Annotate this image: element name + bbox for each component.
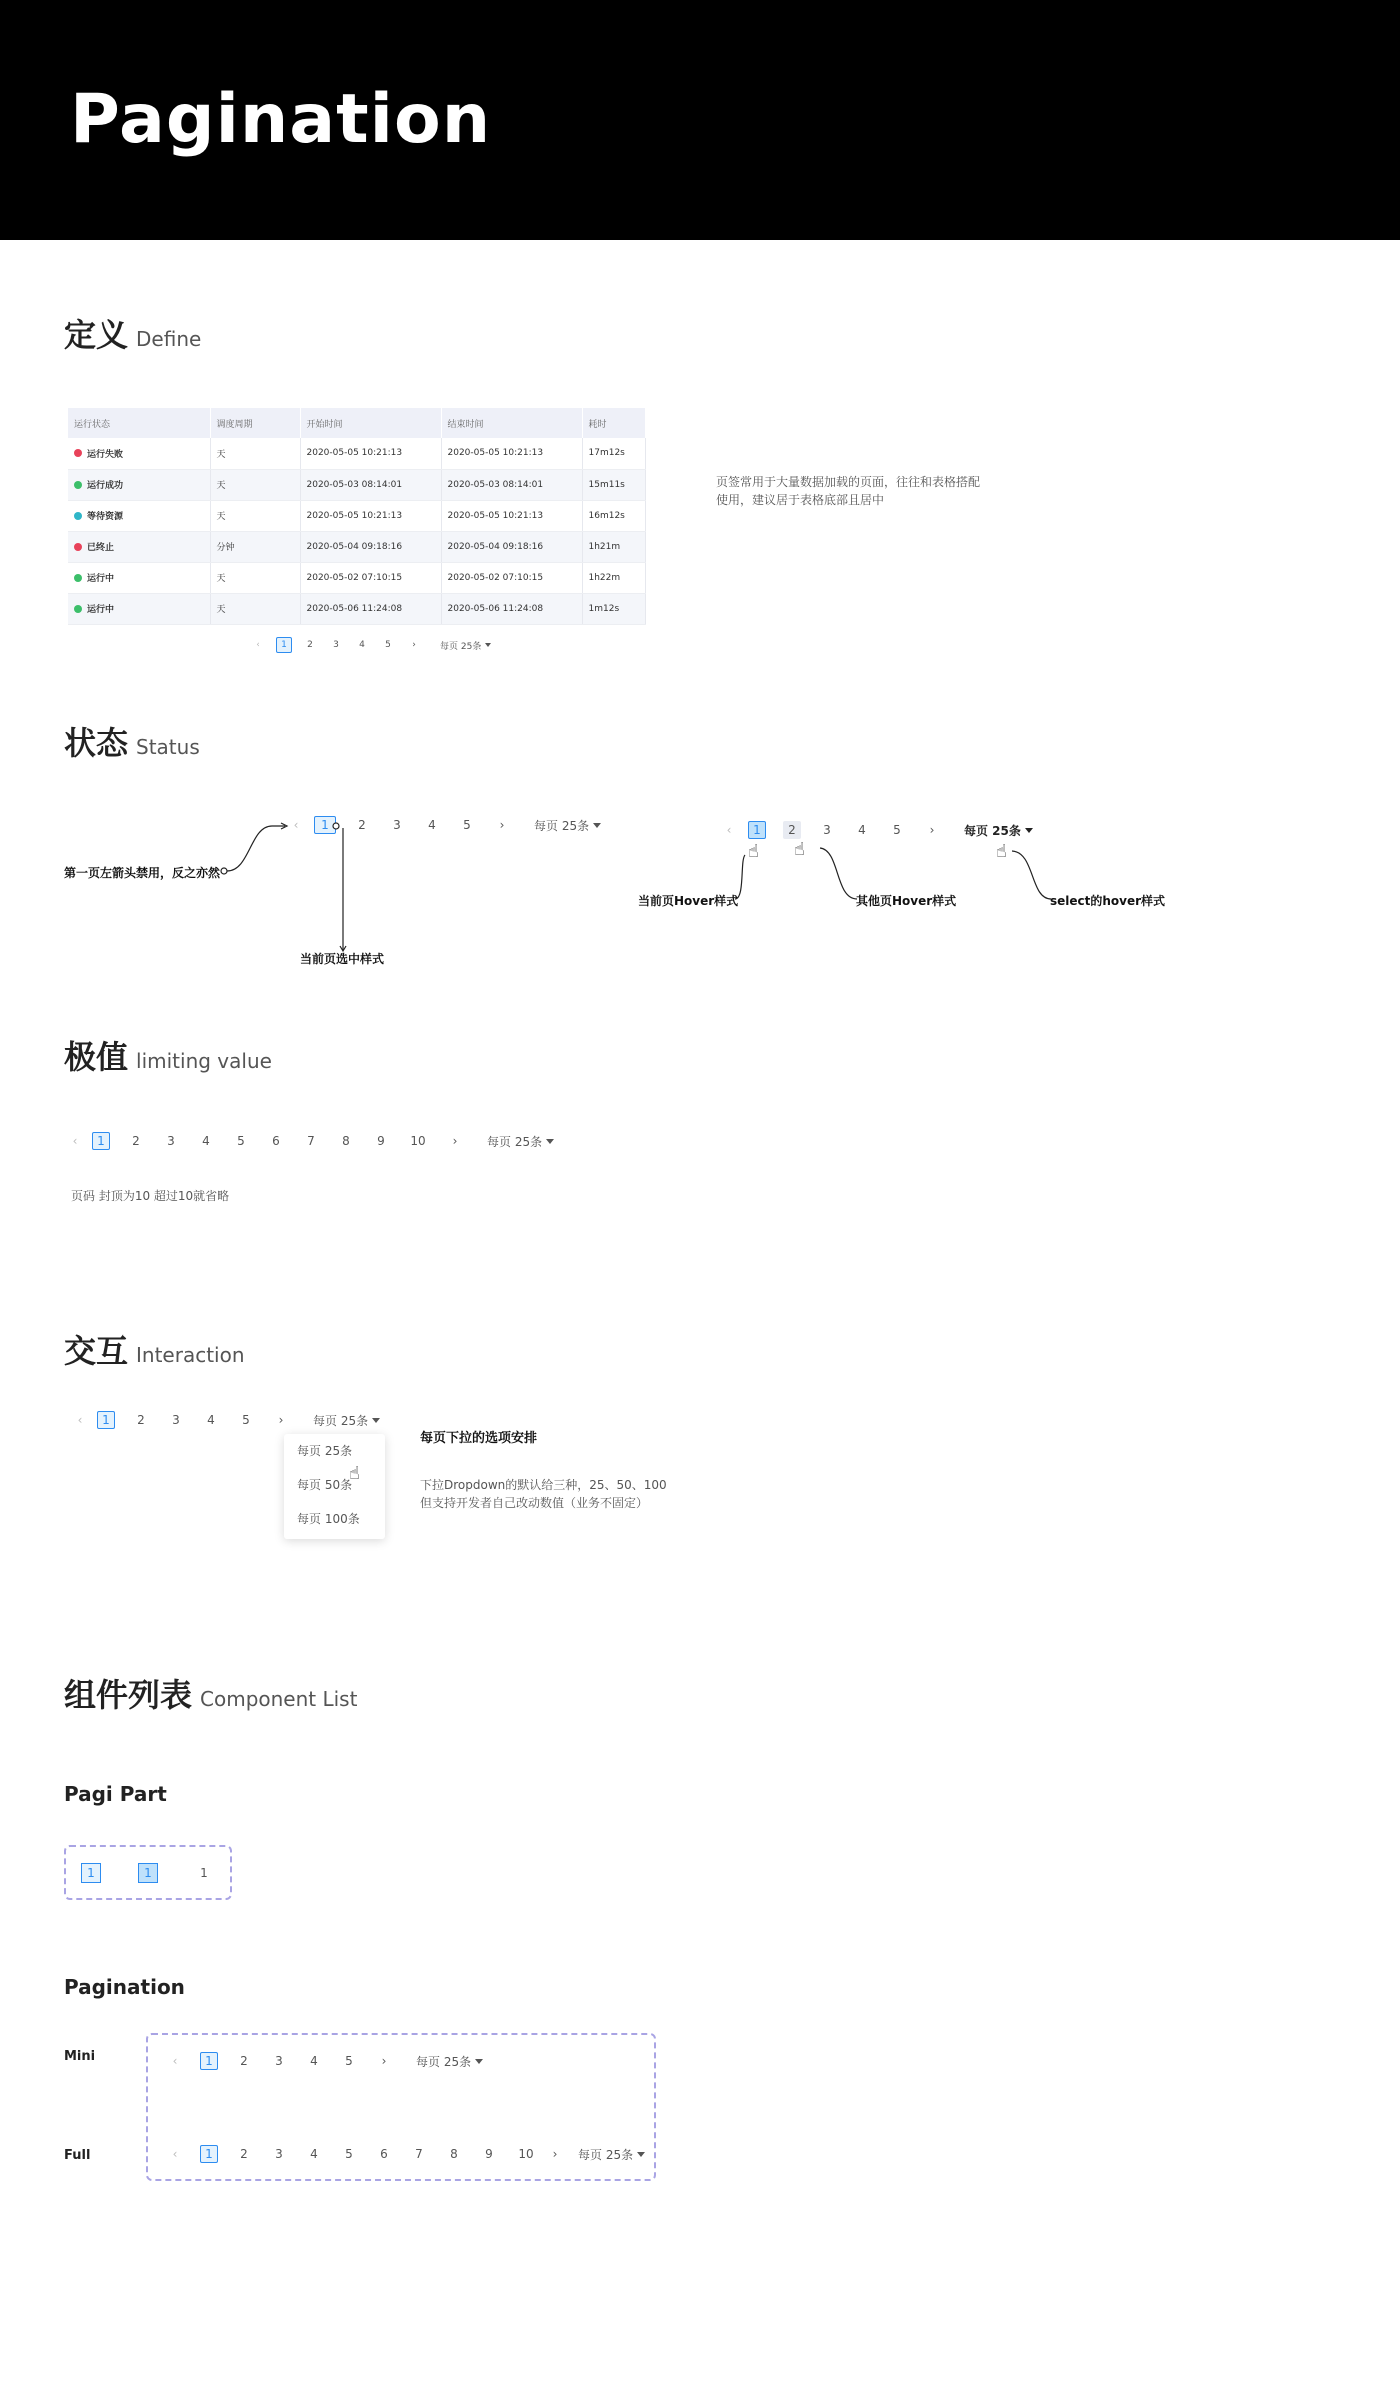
section-components-heading bbox=[64, 1670, 357, 1716]
page-number[interactable]: 7 bbox=[415, 2147, 423, 2161]
section-define-heading bbox=[64, 310, 201, 356]
page-number[interactable]: 2 bbox=[783, 821, 801, 839]
page-number[interactable]: 2 bbox=[137, 1413, 145, 1427]
page-size-label: 每页 25条 bbox=[416, 2054, 472, 2069]
page-number[interactable]: 5 bbox=[345, 2054, 353, 2068]
page-number[interactable]: 4 bbox=[207, 1413, 215, 1427]
page-number[interactable]: 2 bbox=[240, 2147, 248, 2161]
caret-down-icon bbox=[593, 823, 601, 828]
hand-cursor-icon: ☝ bbox=[794, 839, 805, 859]
next-arrow-icon[interactable]: › bbox=[278, 1413, 284, 1427]
next-arrow-icon[interactable]: › bbox=[499, 818, 505, 832]
table-header-row bbox=[68, 408, 646, 438]
page-number[interactable]: 10 bbox=[518, 2147, 534, 2161]
pagination-title: Pagination bbox=[64, 1975, 185, 1999]
cycle-cell: 天 bbox=[210, 438, 300, 469]
end-time-cell: 2020-05-06 11:24:08 bbox=[441, 593, 582, 624]
interaction-title: 每页下拉的选项安排 bbox=[420, 1431, 538, 1446]
page-number[interactable]: 3 bbox=[167, 1134, 175, 1148]
dropdown-option[interactable]: 每页 50条 bbox=[297, 1478, 353, 1492]
status-text: 已终止 bbox=[87, 543, 115, 553]
start-time-cell: 2020-05-05 10:21:13 bbox=[300, 500, 441, 531]
section-limit-heading bbox=[64, 1032, 272, 1078]
table-row[interactable] bbox=[68, 562, 646, 593]
status-text: 等待资源 bbox=[87, 512, 124, 522]
start-time-cell: 2020-05-03 08:14:01 bbox=[300, 469, 441, 500]
define-note bbox=[716, 473, 980, 509]
duration-cell: 16m12s bbox=[582, 500, 646, 531]
section-title-en: limiting value bbox=[136, 1049, 272, 1073]
interaction-note-line: 但支持开发者自己改动数值（业务不固定） bbox=[420, 1496, 649, 1510]
page-number[interactable]: 10 bbox=[410, 1134, 426, 1148]
next-arrow-icon[interactable]: › bbox=[381, 2054, 387, 2068]
page-number[interactable]: 3 bbox=[172, 1413, 180, 1427]
page-number[interactable]: 3 bbox=[275, 2147, 283, 2161]
interaction-note-line: 下拉Dropdown的默认给三种，25、50、100 bbox=[420, 1478, 667, 1492]
status-cell bbox=[68, 500, 210, 531]
table-row[interactable] bbox=[68, 593, 646, 624]
callout-select-hover: select的hover样式 bbox=[1050, 894, 1166, 908]
dropdown-option[interactable]: 每页 25条 bbox=[297, 1444, 353, 1458]
page-number[interactable]: 1 bbox=[748, 821, 766, 839]
pagi-part-title: Pagi Part bbox=[64, 1782, 167, 1806]
caret-down-icon bbox=[546, 1139, 554, 1144]
hand-cursor-icon: ☝ bbox=[996, 841, 1007, 861]
page-number[interactable]: 4 bbox=[359, 640, 365, 650]
page-size-label: 每页 25条 bbox=[487, 1134, 543, 1149]
status-text: 运行中 bbox=[87, 605, 115, 615]
callout-disabled-arrow: 第一页左箭头禁用，反之亦然 bbox=[64, 866, 221, 880]
cycle-cell: 分钟 bbox=[210, 531, 300, 562]
page-number[interactable]: 8 bbox=[450, 2147, 458, 2161]
status-text: 运行成功 bbox=[87, 481, 124, 491]
table-row[interactable] bbox=[68, 500, 646, 531]
page-number[interactable]: 5 bbox=[237, 1134, 245, 1148]
interaction-pagination bbox=[71, 1411, 380, 1429]
page-number[interactable]: 1 bbox=[200, 2145, 218, 2163]
table-row[interactable] bbox=[68, 469, 646, 500]
column-header[interactable]: 结束时间 bbox=[441, 408, 582, 438]
page-number[interactable]: 2 bbox=[307, 640, 313, 650]
hand-cursor-icon: ☝ bbox=[349, 1463, 360, 1483]
status-dot-icon bbox=[74, 574, 82, 582]
example-table bbox=[68, 408, 646, 625]
status-dot-icon bbox=[74, 605, 82, 613]
page-size-select[interactable] bbox=[440, 639, 491, 652]
limit-note: 页码 封顶为10 超过10就省略 bbox=[71, 1189, 230, 1203]
start-time-cell: 2020-05-02 07:10:15 bbox=[300, 562, 441, 593]
page-size-select[interactable] bbox=[313, 1412, 380, 1429]
caret-down-icon bbox=[485, 643, 491, 647]
page-size-select[interactable] bbox=[964, 822, 1033, 839]
prev-arrow-icon[interactable]: ‹ bbox=[172, 2147, 178, 2161]
limit-pagination bbox=[66, 1132, 554, 1150]
prev-arrow-icon[interactable]: ‹ bbox=[256, 640, 260, 650]
page-item-hover[interactable]: 1 bbox=[138, 1863, 158, 1883]
caret-down-icon bbox=[1025, 828, 1033, 833]
section-title-cn: 定义 bbox=[64, 316, 129, 354]
full-label: Full bbox=[64, 2148, 91, 2163]
duration-cell: 15m11s bbox=[582, 469, 646, 500]
page-number[interactable]: 1 bbox=[314, 816, 336, 834]
page-number[interactable]: 8 bbox=[342, 1134, 350, 1148]
page-number[interactable]: 2 bbox=[132, 1134, 140, 1148]
define-note-line: 页签常用于大量数据加载的页面，往往和表格搭配 bbox=[716, 475, 981, 489]
page-number[interactable]: 5 bbox=[463, 818, 471, 832]
cycle-cell: 天 bbox=[210, 469, 300, 500]
end-time-cell: 2020-05-05 10:21:13 bbox=[441, 500, 582, 531]
page-item-selected[interactable]: 1 bbox=[81, 1863, 101, 1883]
status-cell bbox=[68, 562, 210, 593]
duration-cell: 17m12s bbox=[582, 438, 646, 469]
page-number[interactable]: 7 bbox=[307, 1134, 315, 1148]
page-number[interactable]: 3 bbox=[823, 823, 831, 837]
mini-pagination bbox=[166, 2052, 483, 2070]
page-number[interactable]: 5 bbox=[385, 640, 391, 650]
page-number[interactable]: 2 bbox=[240, 2054, 248, 2068]
page-title: Pagination bbox=[70, 80, 492, 159]
start-time-cell: 2020-05-05 10:21:13 bbox=[300, 438, 441, 469]
page-number[interactable]: 4 bbox=[310, 2054, 318, 2068]
section-status-heading bbox=[64, 718, 200, 764]
status-cell bbox=[68, 438, 210, 469]
prev-arrow-icon[interactable]: ‹ bbox=[172, 2054, 178, 2068]
column-header[interactable]: 调度周期 bbox=[210, 408, 300, 438]
caret-down-icon bbox=[372, 1418, 380, 1423]
page-number[interactable]: 4 bbox=[858, 823, 866, 837]
page-size-dropdown bbox=[284, 1434, 385, 1539]
page-size-label: 每页 25条 bbox=[440, 641, 482, 652]
page-size-select[interactable] bbox=[578, 2146, 645, 2163]
column-header[interactable]: 开始时间 bbox=[300, 408, 441, 438]
prev-arrow-icon[interactable]: ‹ bbox=[726, 823, 732, 837]
section-title-cn: 状态 bbox=[64, 724, 129, 762]
section-title-cn: 极值 bbox=[64, 1038, 129, 1076]
column-header[interactable]: 运行状态 bbox=[68, 408, 210, 438]
page-number[interactable]: 3 bbox=[333, 640, 339, 650]
page-size-label: 每页 25条 bbox=[578, 2147, 634, 2162]
section-title-cn: 组件列表 bbox=[64, 1676, 193, 1714]
section-title-en: Interaction bbox=[136, 1343, 245, 1367]
status-cell bbox=[68, 469, 210, 500]
page-size-label: 每页 25条 bbox=[534, 818, 590, 833]
page-header bbox=[0, 0, 1400, 240]
page-item-default[interactable]: 1 bbox=[200, 1866, 208, 1880]
duration-cell: 1h22m bbox=[582, 562, 646, 593]
table-row[interactable] bbox=[68, 438, 646, 469]
prev-arrow-icon[interactable]: ‹ bbox=[77, 1413, 83, 1427]
dropdown-option[interactable]: 每页 100条 bbox=[297, 1512, 360, 1526]
page-size-select[interactable] bbox=[534, 817, 601, 834]
end-time-cell: 2020-05-03 08:14:01 bbox=[441, 469, 582, 500]
page-number[interactable]: 5 bbox=[242, 1413, 250, 1427]
cycle-cell: 天 bbox=[210, 593, 300, 624]
full-pagination bbox=[166, 2145, 645, 2163]
status-pagination-selected bbox=[287, 816, 601, 834]
next-arrow-icon[interactable]: › bbox=[452, 1134, 458, 1148]
start-time-cell: 2020-05-04 09:18:16 bbox=[300, 531, 441, 562]
section-interaction-heading bbox=[64, 1326, 245, 1372]
next-arrow-icon[interactable]: › bbox=[929, 823, 935, 837]
status-cell bbox=[68, 531, 210, 562]
caret-down-icon bbox=[475, 2059, 483, 2064]
status-dot-icon bbox=[74, 543, 82, 551]
status-text: 运行失败 bbox=[87, 449, 124, 460]
page-number[interactable]: 6 bbox=[380, 2147, 388, 2161]
page-number[interactable]: 4 bbox=[428, 818, 436, 832]
duration-cell: 1m12s bbox=[582, 593, 646, 624]
next-arrow-icon[interactable]: › bbox=[552, 2147, 558, 2161]
callout-other-hover: 其他页Hover样式 bbox=[856, 894, 957, 908]
table-pagination bbox=[250, 637, 491, 653]
page-size-select[interactable] bbox=[416, 2053, 483, 2070]
page-size-label: 每页 25条 bbox=[313, 1413, 369, 1428]
status-pagination-hover bbox=[720, 821, 1033, 839]
status-text: 运行中 bbox=[87, 574, 115, 584]
page-number[interactable]: 4 bbox=[310, 2147, 318, 2161]
end-time-cell: 2020-05-04 09:18:16 bbox=[441, 531, 582, 562]
section-title-en: Define bbox=[136, 327, 202, 351]
callout-current-hover: 当前页Hover样式 bbox=[638, 894, 739, 908]
page-number[interactable]: 5 bbox=[893, 823, 901, 837]
interaction-note bbox=[420, 1476, 667, 1512]
page-number[interactable]: 1 bbox=[92, 1132, 110, 1150]
page-number[interactable]: 1 bbox=[276, 637, 292, 653]
section-title-en: Component List bbox=[200, 1687, 358, 1711]
page-number[interactable]: 9 bbox=[485, 2147, 493, 2161]
prev-arrow-icon[interactable]: ‹ bbox=[72, 1134, 78, 1148]
cycle-cell: 天 bbox=[210, 562, 300, 593]
hand-cursor-icon: ☝ bbox=[748, 841, 759, 861]
callout-selected-page: 当前页选中样式 bbox=[300, 952, 385, 966]
column-header[interactable]: 耗时 bbox=[582, 408, 646, 438]
duration-cell: 1h21m bbox=[582, 531, 646, 562]
page-number[interactable]: 6 bbox=[272, 1134, 280, 1148]
status-dot-icon bbox=[74, 449, 82, 457]
status-dot-icon bbox=[74, 512, 82, 520]
page-number[interactable]: 1 bbox=[97, 1411, 115, 1429]
page-number[interactable]: 9 bbox=[377, 1134, 385, 1148]
table-row[interactable] bbox=[68, 531, 646, 562]
section-title-en: Status bbox=[136, 735, 200, 759]
page-number[interactable]: 2 bbox=[358, 818, 366, 832]
cycle-cell: 天 bbox=[210, 500, 300, 531]
page-number[interactable]: 3 bbox=[393, 818, 401, 832]
page-number[interactable]: 1 bbox=[200, 2052, 218, 2070]
define-note-line: 使用，建议居于表格底部且居中 bbox=[716, 493, 885, 507]
page-size-select[interactable] bbox=[487, 1133, 554, 1150]
end-time-cell: 2020-05-02 07:10:15 bbox=[441, 562, 582, 593]
caret-down-icon bbox=[637, 2152, 645, 2157]
status-dot-icon bbox=[74, 481, 82, 489]
end-time-cell: 2020-05-05 10:21:13 bbox=[441, 438, 582, 469]
status-cell bbox=[68, 593, 210, 624]
next-arrow-icon[interactable]: › bbox=[412, 640, 416, 650]
page-number[interactable]: 4 bbox=[202, 1134, 210, 1148]
page-number[interactable]: 3 bbox=[275, 2054, 283, 2068]
start-time-cell: 2020-05-06 11:24:08 bbox=[300, 593, 441, 624]
page-size-label: 每页 25条 bbox=[964, 823, 1021, 838]
mini-label: Mini bbox=[64, 2049, 96, 2064]
page-number[interactable]: 5 bbox=[345, 2147, 353, 2161]
section-title-cn: 交互 bbox=[64, 1332, 129, 1370]
prev-arrow-icon[interactable]: ‹ bbox=[293, 818, 299, 832]
